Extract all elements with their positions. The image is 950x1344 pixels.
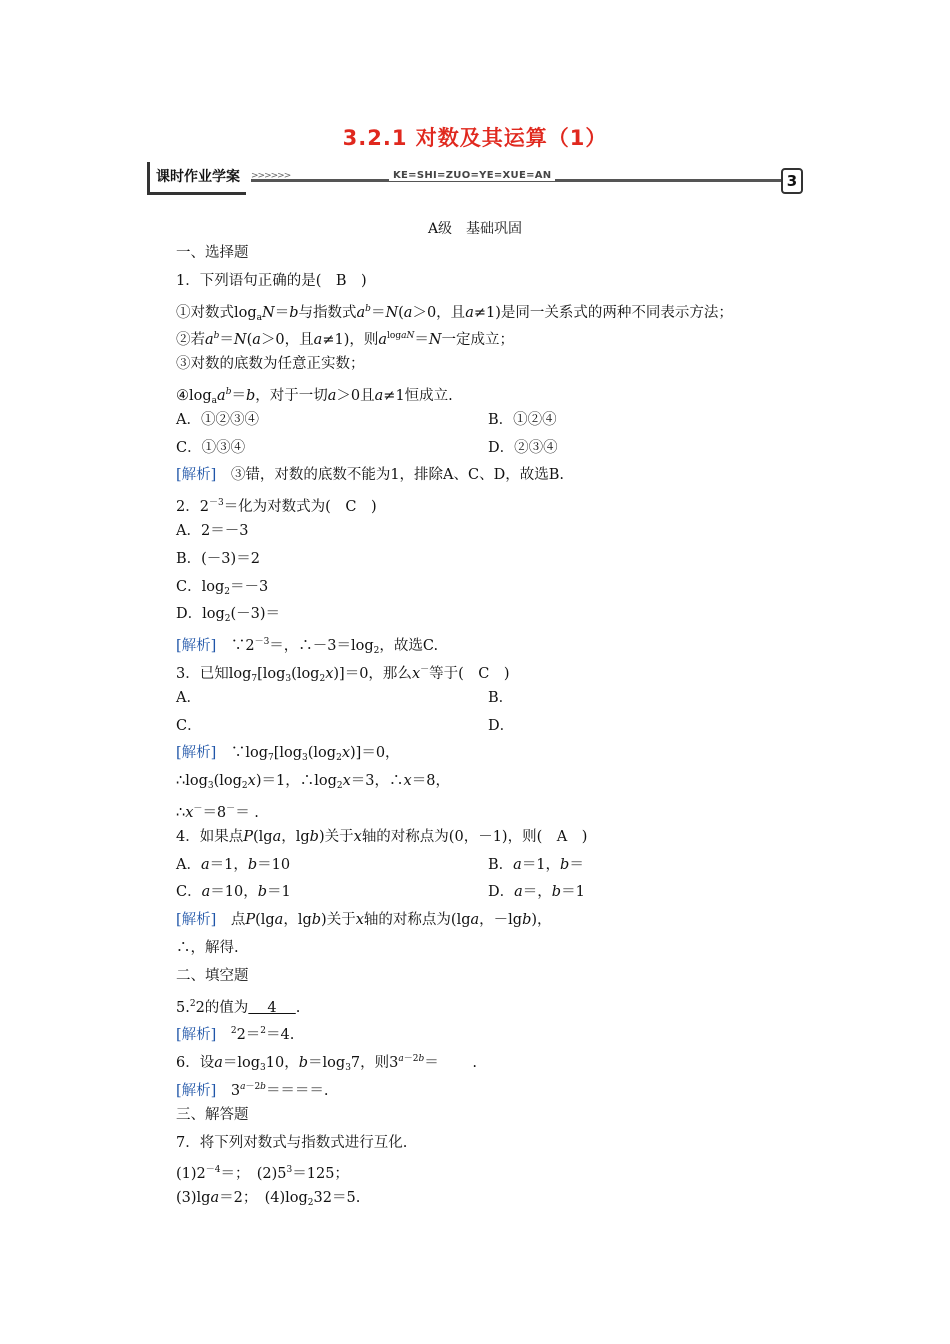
level-heading: A级 基础巩固 <box>427 221 523 237</box>
text-line <box>176 351 816 379</box>
text-line-left: 7．将下列对数式与指数式进行互化. <box>176 1134 408 1151</box>
text-line-left: [解析] $3^{a-2b}====$. <box>176 1081 329 1099</box>
text-line <box>176 935 816 963</box>
text-line-left: ③对数的底数为任意正实数； <box>176 356 365 373</box>
text-line <box>176 490 816 518</box>
text-line-left: [解析] $\because 2^{-3}=$，$\therefore-3=\log_2$，故选C. <box>176 637 439 657</box>
text-line <box>176 657 816 685</box>
text-line <box>176 1102 816 1130</box>
text-line-left: $\therefore\log_3(\log_2x)=1$，$\therefore\log_2x=3$，∴x＝8， <box>176 773 450 792</box>
text-line <box>176 240 816 268</box>
text-line-left: 3．已知$\log_7[\log_3(\log_2x)]=0$，那么x－等于( C ) <box>176 664 510 684</box>
text-line <box>176 323 816 351</box>
text-line <box>176 796 816 824</box>
banner-badge: 课时作业学案 <box>147 162 246 195</box>
text-line-left: A．①②③④ <box>176 411 259 428</box>
text-line-left: C． <box>176 717 202 734</box>
text-line <box>176 713 816 741</box>
text-line-left: $(1)2^{-4}=$； $(2)5^3=125$； <box>176 1165 349 1183</box>
text-line-left: 4．如果点P(lga，lgb)关于x轴的对称点为(0，－1)，则( A ) <box>176 828 588 845</box>
text-line-right: B．①②④ <box>488 411 557 428</box>
text-line <box>176 768 816 796</box>
text-line-left: 1．下列语句正确的是( B ) <box>176 272 367 289</box>
text-line <box>176 991 816 1019</box>
text-line-left: A．a＝1，b＝10 <box>176 856 291 873</box>
text-line-left: 二、填空题 <box>176 967 249 984</box>
text-line-left: (3)lga＝2； $(4)\log_232=5$. <box>176 1190 361 1209</box>
text-line <box>176 268 816 296</box>
text-line-left: A．2＝－3 <box>176 522 249 539</box>
text-line-left: ∴，解得. <box>176 939 239 956</box>
text-line <box>176 629 816 657</box>
text-line-right: D．a＝，b＝1 <box>488 884 585 901</box>
text-line <box>176 1185 816 1213</box>
text-line-left: $④\log_aa^b=b$，对于一切a＞0且a≠1恒成立. <box>176 386 453 406</box>
text-line-left: 一、选择题 <box>176 245 249 261</box>
text-line-left: C．a＝10，b＝1 <box>176 884 291 901</box>
text-line <box>176 685 816 713</box>
text-line-left: A． <box>176 689 201 706</box>
text-line <box>176 379 816 407</box>
text-line-left: [解析] $^2$2＝$^2$＝4. <box>176 1026 295 1044</box>
text-line <box>176 879 816 907</box>
text-line <box>176 574 816 602</box>
text-line <box>176 1130 816 1158</box>
text-line-right: B．a＝1，b＝ <box>488 856 584 873</box>
text-line <box>176 963 816 991</box>
text-line <box>176 1018 816 1046</box>
text-line-left: ②若$a^b=N(a>0$，且a≠1)，则$a^{logaN}=N$一定成立； <box>176 331 515 349</box>
text-line <box>176 296 816 324</box>
text-line <box>176 462 816 490</box>
text-line-left: B．(－3)＝2 <box>176 550 260 567</box>
text-line <box>176 852 816 880</box>
text-line <box>176 1157 816 1185</box>
lesson-banner <box>147 162 807 198</box>
banner-chevrons: >>>>>> <box>251 171 291 181</box>
text-line-left: 2．$2^{-3}=$化为对数式为( C ) <box>176 498 377 516</box>
text-line <box>176 740 816 768</box>
text-line <box>176 407 816 435</box>
text-line-left: [解析] 点P(lga，lgb)关于x轴的对称点为(lga，－lgb)， <box>176 912 552 929</box>
text-line <box>176 435 816 463</box>
text-line-left: [解析] ③错，对数的底数不能为1，排除A、C、D，故选B. <box>176 467 565 484</box>
text-line-left: ∴x－＝8－＝ . <box>176 803 259 821</box>
text-line-left: [解析] $\because\log_7[\log_3(\log_2x)]=0$， <box>176 745 400 764</box>
text-line-right: B． <box>488 689 514 706</box>
text-line-left: ①对数式$\log_aN=b$与指数式$a^b=N(a>0$，且a≠1)是同一关系式的两种不同表示方法； <box>176 303 733 323</box>
text-line-left: C．$\log_2=-3$ <box>176 578 269 597</box>
banner-number: 3 <box>781 168 803 194</box>
text-line-left: 三、解答题 <box>176 1106 249 1123</box>
text-line-left: D．$\log_2(-3)=$ <box>176 606 281 625</box>
text-line <box>176 1046 816 1074</box>
text-line <box>176 546 816 574</box>
text-line <box>176 1074 816 1102</box>
text-line <box>176 518 816 546</box>
banner-pinyin: KE=SHI=ZUO=YE=XUE=AN <box>389 170 555 181</box>
text-line-left: 6．设$a=\log_310$，$b=\log_37$，则$3^{a-2b}=$ . <box>176 1054 477 1074</box>
text-line-left: C．①③④ <box>176 439 246 456</box>
text-line <box>176 601 816 629</box>
page-title: 3.2.1 对数及其运算（1） <box>342 126 608 150</box>
exercise-content <box>176 240 816 1213</box>
text-line <box>176 907 816 935</box>
text-line-right: D． <box>488 717 515 734</box>
text-line <box>176 824 816 852</box>
text-line-right: D．②③④ <box>488 439 558 456</box>
text-line-left: 5.$^2$2的值为 4 . <box>176 998 301 1016</box>
